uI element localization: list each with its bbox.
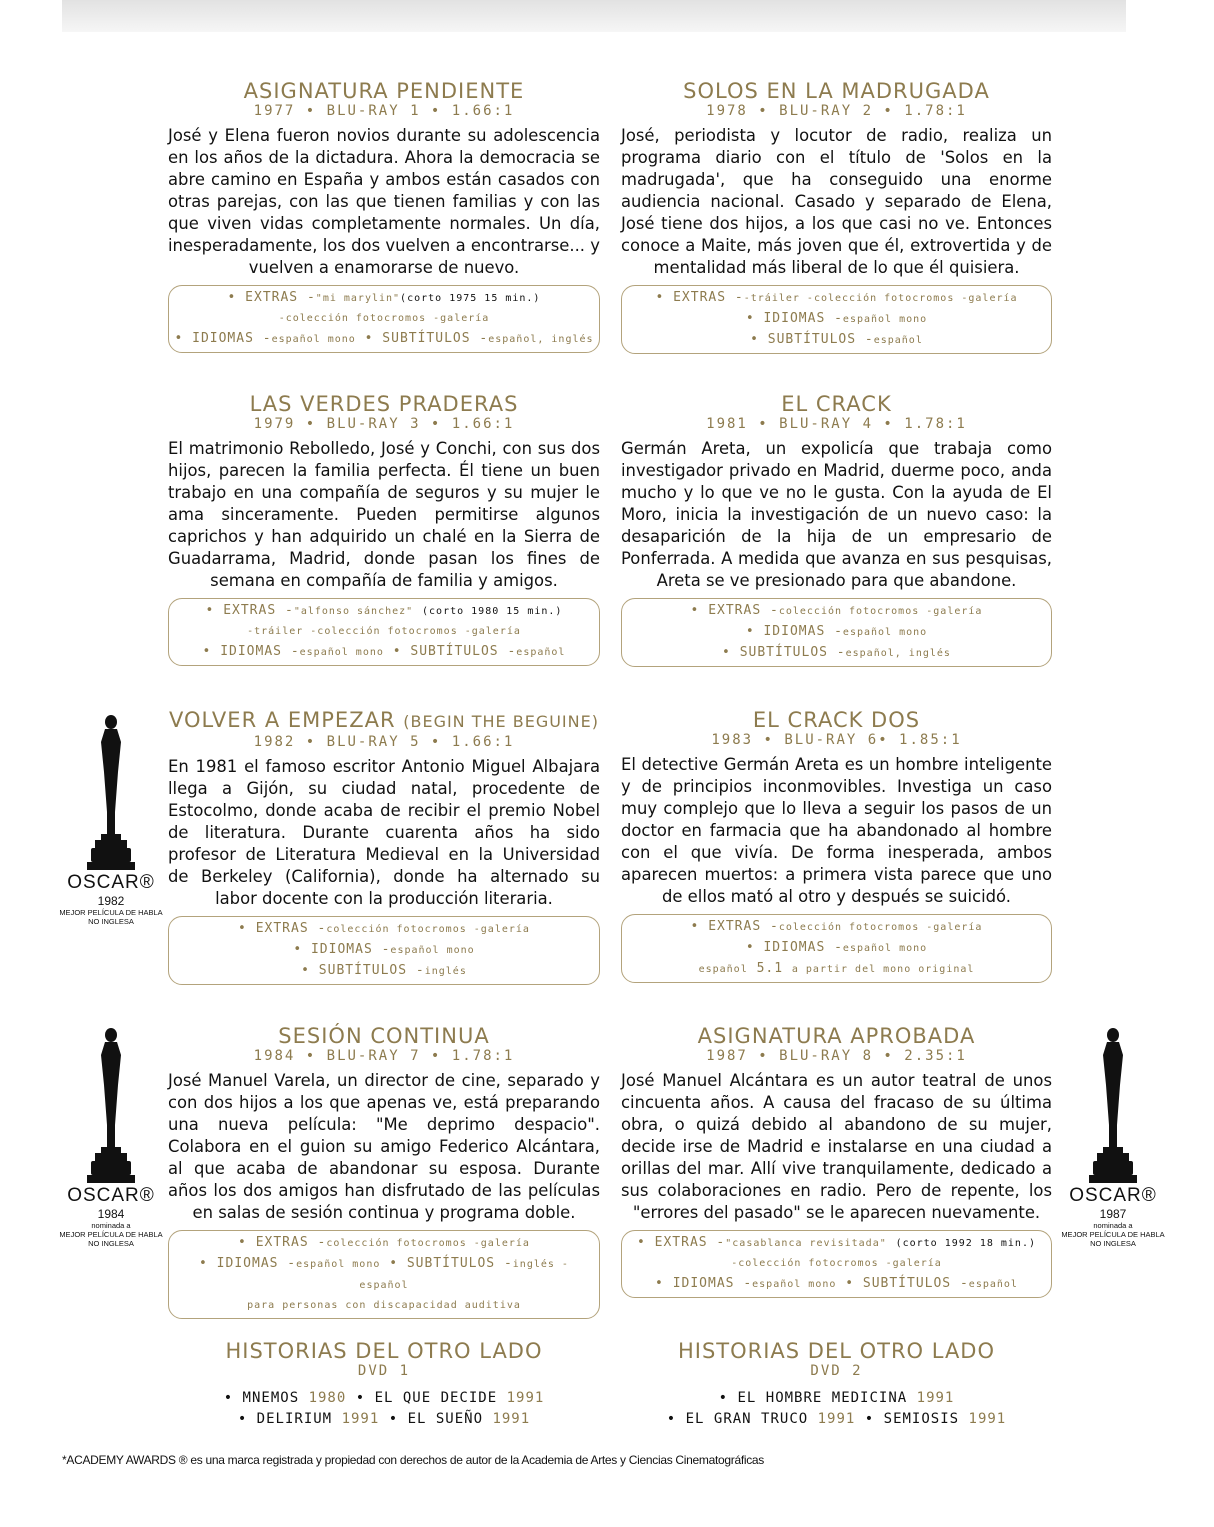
subtitulos-label: • SUBTÍTULOS - — [392, 644, 517, 659]
extras-line: -colección fotocromos -galería — [278, 313, 490, 324]
extras-label: • EXTRAS - — [205, 603, 294, 618]
film-synopsis: José Manuel Varela, un director de cine, separado y con dos hijos a los que apenas ve, está preparando una nueva película: "Me deprimo despacio". Colabora en el guion su amigo Federico Alcántara, al que acaba de abandonar su esposa. Durante años los dos amigos han disfrutado de las películas en salas de sesión continua y programa doble. — [168, 1071, 600, 1222]
dvd-item: • EL SUEÑO — [388, 1411, 484, 1427]
film-sesion-continua — [168, 1025, 600, 1319]
extras-label: • EXTRAS - — [636, 1235, 726, 1250]
subtitulos-value: español — [516, 647, 566, 658]
idiomas-label: • IDIOMAS - — [202, 644, 300, 659]
dvd-item: • DELIRIUM — [237, 1411, 333, 1427]
oscar-name: OSCAR® — [1069, 1185, 1157, 1206]
idiomas-label: • IDIOMAS - — [655, 1276, 753, 1291]
film-synopsis: El matrimonio Rebolledo, José y Conchi, con sus dos hijos, parecen la familia perfecta. Él tiene un buen trabajo en una compañía de seguros y su mujer le ama sinceramente. Pueden permitirse algunos caprichos y han adquirido un chalé en la Sierra de Guadarrama, Madrid, donde pasan los fines de semana en compañía de familia y amigos. — [168, 439, 600, 590]
extras-short-info: (corto 1975 15 min.) — [400, 293, 541, 304]
dvd-sub: DVD 1 — [357, 1363, 411, 1379]
oscar-year: 1982 — [97, 894, 125, 908]
film-solos-en-la-madrugada — [621, 80, 1052, 354]
film-title: EL CRACK — [781, 392, 892, 416]
film-asignatura-pendiente — [168, 80, 600, 353]
dvd-item: • EL QUE DECIDE — [355, 1390, 498, 1406]
extras-label: • EXTRAS - — [227, 290, 316, 305]
film-las-verdes-praderas — [168, 393, 600, 666]
dvd-title: HISTORIAS DEL OTRO LADO — [225, 1339, 543, 1363]
dvd-item: • EL GRAN TRUCO — [666, 1411, 809, 1427]
oscar-note: MEJOR PELÍCULA DE HABLA NO INGLESA — [1061, 1230, 1165, 1248]
film-title: EL CRACK DOS — [752, 708, 921, 732]
film-asignatura-aprobada — [621, 1025, 1052, 1298]
footnote: *ACADEMY AWARDS ® es una marca registrada y propiedad con derechos de autor de la Academia de Artes y Ciencias Cinematográficas — [62, 1453, 764, 1467]
idiomas-value: español mono — [842, 627, 928, 638]
subtitulos-label: • SUBTÍTULOS - — [301, 963, 425, 978]
subtitulos-value: inglés - español — [359, 1259, 569, 1291]
subtitulos-value: español, inglés — [488, 334, 594, 345]
subtitulos-value: inglés — [424, 966, 467, 977]
extras-box — [168, 1230, 600, 1319]
extras-short-title: "alfonso sánchez" — [293, 606, 414, 617]
subtitulos-label: • SUBTÍTULOS - — [845, 1276, 969, 1291]
film-el-crack-dos — [621, 709, 1052, 983]
idiomas-label: • IDIOMAS - — [745, 940, 843, 955]
oscar-badge-1982 — [56, 712, 166, 926]
film-title: SESIÓN CONTINUA — [278, 1024, 490, 1048]
extras-label: • EXTRAS - — [238, 1235, 327, 1250]
oscar-note: MEJOR PELÍCULA DE HABLA NO INGLESA — [59, 1230, 163, 1248]
subtitulos-value: español — [873, 335, 923, 346]
dvd-section-2 — [621, 1340, 1052, 1430]
oscar-badge-1984 — [56, 1025, 166, 1248]
extras-box — [168, 916, 600, 985]
film-el-crack — [621, 393, 1052, 667]
extras-line: -colección fotocromos -galería — [731, 1258, 942, 1269]
idiomas-value: español mono — [842, 314, 928, 325]
film-volver-a-empezar — [168, 709, 600, 985]
dvd-item-year: 1991 — [492, 1411, 531, 1427]
audio-note-lang: español — [698, 964, 748, 975]
dvd-list — [168, 1388, 600, 1430]
dvd-item-year: 1980 — [308, 1390, 347, 1406]
dvd-item-year: 1991 — [341, 1411, 380, 1427]
film-meta: 1983 • BLU-RAY 6• 1.85:1 — [711, 732, 962, 748]
extras-value: -tráiler -colección fotocromos -galería — [743, 293, 1018, 304]
extras-box — [621, 1230, 1052, 1298]
film-synopsis: El detective Germán Areta es un hombre inteligente y de principios inconmovibles. Investiga un caso muy complejo que lo lleva a seguir los pasos de un doctor en farmacia que ha abandonado al hombre con el que vivía. De forma inesperada, ambos aparecen muertos: a primera vista parece que uno de ellos mató al otro y después se suicidó. — [621, 755, 1052, 906]
extras-value: colección fotocromos -galería — [326, 1238, 530, 1249]
extras-label: • EXTRAS - — [655, 290, 744, 305]
idiomas-value: español mono — [390, 945, 475, 956]
idiomas-value: español mono — [842, 943, 928, 954]
film-meta: 1977 • BLU-RAY 1 • 1.66:1 — [253, 103, 515, 119]
subtitulos-label: • SUBTÍTULOS - — [722, 645, 846, 660]
idiomas-label: • IDIOMAS - — [745, 624, 843, 639]
dvd-item-year: 1991 — [968, 1411, 1007, 1427]
oscar-note-pre: nominada a — [1093, 1221, 1133, 1230]
oscar-name: OSCAR® — [67, 1185, 155, 1206]
film-meta: 1981 • BLU-RAY 4 • 1.78:1 — [706, 416, 967, 432]
dvd-item: • MNEMOS — [223, 1390, 300, 1406]
audio-note-source: a partir del mono original — [791, 964, 975, 975]
extras-short-info: (corto 1980 15 min.) — [422, 606, 563, 617]
extras-value: colección fotocromos -galería — [326, 924, 530, 935]
extras-label: • EXTRAS - — [690, 603, 779, 618]
film-synopsis: José, periodista y locutor de radio, realiza un programa diario con el título de 'Solos en la madrugada', que ha conseguido una enorme audiencia nacional. Casado y separado de Elena, José tiene dos hijos, a los que casi no ve. Entonces conoce a Maite, más joven que él, extrovertida y de mentalidad más liberal de lo que él quisiera. — [621, 126, 1052, 277]
subtitulos-label: • SUBTÍTULOS - — [389, 1256, 513, 1271]
dvd-item: • SEMIOSIS — [864, 1411, 960, 1427]
oscar-statuette-icon — [81, 1025, 141, 1185]
idiomas-value: español mono — [271, 334, 356, 345]
extras-box — [621, 914, 1052, 983]
idiomas-label: • IDIOMAS - — [174, 331, 272, 346]
extras-label: • EXTRAS - — [238, 921, 327, 936]
idiomas-value: español mono — [299, 647, 384, 658]
top-band — [62, 0, 1126, 32]
film-synopsis: Germán Areta, un expolicía que trabaja como investigador privado en Madrid, duerme poco, anda mucho y lo que ve no le gusta. Con la ayuda de El Moro, inicia la investigación de un nuevo caso: la desaparición de la hija de un empresario de Ponferrada. A medida que avanza en sus pesquisas, Areta se ve presionado para que abandone. — [621, 439, 1052, 590]
extras-label: • EXTRAS - — [690, 919, 779, 934]
film-title — [168, 709, 600, 733]
film-title: ASIGNATURA PENDIENTE — [243, 79, 525, 103]
oscar-year: 1984 — [97, 1207, 125, 1221]
oscar-note-pre: nominada a — [91, 1221, 131, 1230]
dvd-list — [621, 1388, 1052, 1430]
dvd-item-year: 1991 — [916, 1390, 955, 1406]
oscar-badge-1987 — [1058, 1025, 1168, 1248]
idiomas-label: • IDIOMAS - — [293, 942, 391, 957]
extras-short-info: (corto 1992 18 min.) — [895, 1238, 1036, 1249]
subtitulos-label: • SUBTÍTULOS - — [750, 332, 874, 347]
extras-short-title: "casablanca revisitada" — [725, 1238, 887, 1249]
extras-value: colección fotocromos -galería — [778, 606, 983, 617]
film-title-main: VOLVER A EMPEZAR — [169, 708, 396, 732]
dvd-item-year: 1991 — [817, 1411, 856, 1427]
extras-line: -tráiler -colección fotocromos -galería — [247, 626, 521, 637]
subtitulos-value: español, inglés — [845, 648, 951, 659]
extras-box — [168, 598, 600, 666]
subtitulos-note: para personas con discapacidad auditiva — [247, 1300, 521, 1311]
dvd-sub: DVD 2 — [810, 1363, 863, 1379]
oscar-statuette-icon — [1083, 1025, 1143, 1185]
dvd-title: HISTORIAS DEL OTRO LADO — [677, 1339, 996, 1363]
film-meta: 1979 • BLU-RAY 3 • 1.66:1 — [253, 416, 515, 432]
idiomas-value: español mono — [752, 1279, 837, 1290]
dvd-section-1 — [168, 1340, 600, 1430]
film-title: ASIGNATURA APROBADA — [697, 1024, 976, 1048]
idiomas-value: español mono — [296, 1259, 381, 1270]
film-meta: 1982 • BLU-RAY 5 • 1.66:1 — [253, 734, 515, 750]
film-synopsis: En 1981 el famoso escritor Antonio Miguel Albajara llega a Gijón, su ciudad natal, procedente de Estocolmo, donde acaba de recibir el premio Nobel de literatura. Durante cuarenta años ha sido profesor de Literatura Medieval en la Universidad de Berkeley (California), donde ha alternado su labor docente con la producción literaria. — [168, 757, 600, 908]
oscar-note: MEJOR PELÍCULA DE HABLA NO INGLESA — [59, 908, 163, 926]
film-synopsis: José y Elena fueron novios durante su adolescencia en los años de la dictadura. Ahora la democracia se abre camino en España y ambos están casados con otras parejas, con las que tienen familias y con las que viven vidas completamente normales. Un día, inesperadamente, los dos vuelven a encontrarse... y vuelven a enamorarse de nuevo. — [168, 126, 600, 277]
extras-box — [168, 285, 600, 353]
extras-box — [621, 598, 1052, 667]
film-title-sub: (BEGIN THE BEGUINE) — [403, 712, 599, 731]
film-meta: 1987 • BLU-RAY 8 • 2.35:1 — [706, 1048, 967, 1064]
film-meta: 1984 • BLU-RAY 7 • 1.78:1 — [253, 1048, 515, 1064]
oscar-statuette-icon — [81, 712, 141, 872]
oscar-name: OSCAR® — [67, 872, 155, 893]
idiomas-label: • IDIOMAS - — [745, 311, 843, 326]
extras-value: colección fotocromos -galería — [778, 922, 983, 933]
subtitulos-value: español — [968, 1279, 1018, 1290]
dvd-item-year: 1991 — [506, 1390, 545, 1406]
film-title: SOLOS EN LA MADRUGADA — [683, 79, 990, 103]
film-title: LAS VERDES PRADERAS — [249, 392, 519, 416]
idiomas-label: • IDIOMAS - — [199, 1256, 297, 1271]
oscar-year: 1987 — [1099, 1207, 1127, 1221]
audio-note-format: 5.1 — [756, 961, 784, 976]
extras-short-title: "mi marylin" — [315, 293, 401, 304]
film-synopsis: José Manuel Alcántara es un autor teatral de unos cincuenta años. A causa del fracaso de su última obra, o quizá debido al abandono de su mujer, decide irse de Madrid e instalarse en una ciudad a orillas del mar. Allí vive tranquilamente, dedicado a sus colaboraciones en radio. Pero de repente, los "errores del pasado" se le aparecen nuevamente. — [621, 1071, 1052, 1222]
dvd-item: • EL HOMBRE MEDICINA — [718, 1390, 908, 1406]
extras-box — [621, 285, 1052, 354]
subtitulos-label: • SUBTÍTULOS - — [364, 331, 489, 346]
film-meta: 1978 • BLU-RAY 2 • 1.78:1 — [706, 103, 967, 119]
